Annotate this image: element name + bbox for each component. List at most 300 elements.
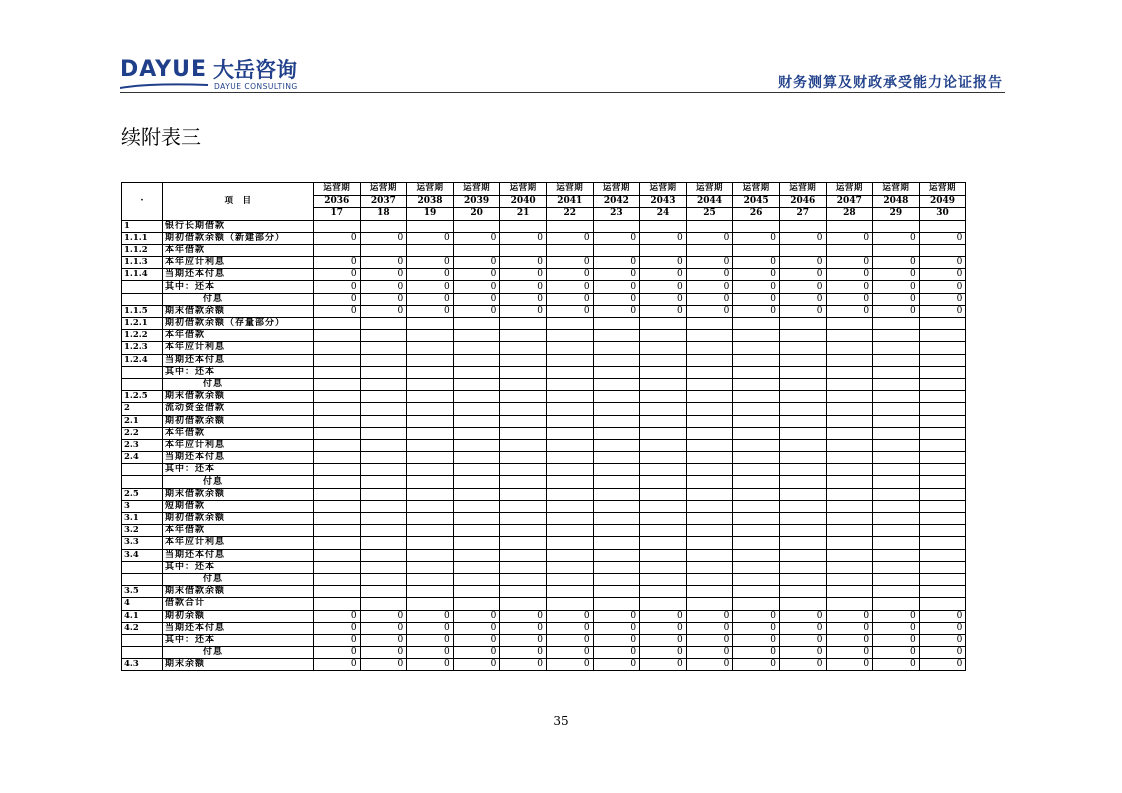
value-cell (640, 561, 687, 573)
value-cell: 0 (640, 610, 687, 622)
value-cell (546, 439, 593, 451)
value-cell (360, 391, 407, 403)
value-cell: 0 (733, 269, 780, 281)
value-cell: 0 (593, 232, 640, 244)
value-cell (407, 366, 454, 378)
year-header: 2046 (779, 195, 826, 208)
value-cell: 0 (593, 269, 640, 281)
value-cell (686, 561, 733, 573)
value-cell (779, 598, 826, 610)
value-cell: 0 (453, 622, 500, 634)
value-cell: 0 (593, 281, 640, 293)
value-cell (546, 598, 593, 610)
value-cell (779, 391, 826, 403)
value-cell (686, 318, 733, 330)
value-cell (640, 500, 687, 512)
period-label: 运营期 (779, 183, 826, 196)
value-cell: 0 (640, 634, 687, 646)
value-cell: 0 (919, 281, 966, 293)
row-code (122, 293, 163, 305)
table-row (122, 354, 966, 366)
value-cell: 0 (453, 647, 500, 659)
value-cell (640, 537, 687, 549)
value-cell (360, 561, 407, 573)
row-code: 1.1.5 (122, 305, 163, 317)
value-cell (453, 439, 500, 451)
value-cell (500, 342, 547, 354)
value-cell: 0 (686, 659, 733, 671)
row-label: 本年借款 (163, 330, 314, 342)
value-cell (546, 549, 593, 561)
value-cell (826, 403, 873, 415)
value-cell: 0 (407, 305, 454, 317)
value-cell: 0 (826, 634, 873, 646)
value-cell: 0 (826, 305, 873, 317)
period-number: 19 (407, 208, 454, 221)
value-cell (453, 573, 500, 585)
value-cell (500, 366, 547, 378)
value-cell (500, 427, 547, 439)
value-cell: 0 (360, 647, 407, 659)
row-label: 期初借款余额（存量部分） (163, 318, 314, 330)
row-label: 本年借款 (163, 244, 314, 256)
value-cell (873, 220, 920, 232)
value-cell (593, 403, 640, 415)
report-title: 财务测算及财政承受能力论证报告 (778, 75, 1003, 91)
value-cell (640, 318, 687, 330)
value-cell: 0 (640, 305, 687, 317)
value-cell (873, 513, 920, 525)
value-cell (826, 573, 873, 585)
row-label: 当期还本付息 (163, 452, 314, 464)
value-cell: 0 (919, 269, 966, 281)
value-cell: 0 (546, 269, 593, 281)
value-cell (733, 513, 780, 525)
value-cell (733, 452, 780, 464)
table-row (122, 415, 966, 427)
value-cell (407, 549, 454, 561)
period-number: 23 (593, 208, 640, 221)
value-cell (686, 513, 733, 525)
period-number: 27 (779, 208, 826, 221)
table-row (122, 464, 966, 476)
value-cell (593, 244, 640, 256)
value-cell: 0 (640, 659, 687, 671)
year-header: 2044 (686, 195, 733, 208)
value-cell (640, 549, 687, 561)
value-cell (314, 318, 361, 330)
table-row (122, 500, 966, 512)
row-code: 3.1 (122, 513, 163, 525)
value-cell: 0 (779, 647, 826, 659)
table-row (122, 452, 966, 464)
value-cell: 0 (873, 634, 920, 646)
value-cell (500, 573, 547, 585)
value-cell (686, 586, 733, 598)
row-label: 本年应计利息 (163, 439, 314, 451)
row-code: 2.4 (122, 452, 163, 464)
value-cell (826, 427, 873, 439)
row-code: 1.2.3 (122, 342, 163, 354)
value-cell: 0 (640, 281, 687, 293)
period-number: 20 (453, 208, 500, 221)
table-row (122, 427, 966, 439)
value-cell (733, 500, 780, 512)
value-cell: 0 (407, 634, 454, 646)
value-cell (593, 354, 640, 366)
value-cell (779, 513, 826, 525)
period-label: 运营期 (873, 183, 920, 196)
value-cell (640, 488, 687, 500)
value-cell (873, 586, 920, 598)
table-row (122, 232, 966, 244)
value-cell (826, 354, 873, 366)
value-cell (546, 537, 593, 549)
row-label: 本年应计利息 (163, 257, 314, 269)
value-cell (453, 244, 500, 256)
value-cell (733, 573, 780, 585)
table-body (122, 220, 966, 671)
value-cell (826, 561, 873, 573)
value-cell: 0 (360, 269, 407, 281)
value-cell (733, 488, 780, 500)
value-cell: 0 (500, 305, 547, 317)
value-cell (686, 427, 733, 439)
value-cell (779, 561, 826, 573)
value-cell: 0 (593, 610, 640, 622)
value-cell (314, 500, 361, 512)
value-cell: 0 (686, 622, 733, 634)
value-cell (546, 488, 593, 500)
value-cell (500, 318, 547, 330)
value-cell (453, 452, 500, 464)
value-cell (873, 476, 920, 488)
year-header: 2047 (826, 195, 873, 208)
row-label: 期末借款余额 (163, 305, 314, 317)
value-cell: 0 (500, 269, 547, 281)
logo-subtitle: DAYUE CONSULTING (214, 82, 298, 91)
value-cell (873, 427, 920, 439)
value-cell (546, 391, 593, 403)
value-cell (593, 342, 640, 354)
value-cell (873, 537, 920, 549)
value-cell (407, 403, 454, 415)
value-cell (733, 549, 780, 561)
value-cell (733, 537, 780, 549)
value-cell (733, 525, 780, 537)
row-code (122, 378, 163, 390)
table-row (122, 293, 966, 305)
value-cell: 0 (640, 293, 687, 305)
value-cell (919, 488, 966, 500)
row-code: 4 (122, 598, 163, 610)
period-label: 运营期 (686, 183, 733, 196)
value-cell: 0 (593, 257, 640, 269)
value-cell: 0 (407, 281, 454, 293)
value-cell: 0 (593, 305, 640, 317)
value-cell: 0 (453, 257, 500, 269)
row-code: 4.3 (122, 659, 163, 671)
value-cell: 0 (686, 647, 733, 659)
value-cell (360, 403, 407, 415)
value-cell (826, 244, 873, 256)
value-cell: 0 (779, 281, 826, 293)
value-cell: 0 (826, 232, 873, 244)
value-cell (500, 549, 547, 561)
value-cell (919, 561, 966, 573)
value-cell (686, 476, 733, 488)
value-cell: 0 (779, 659, 826, 671)
value-cell (919, 537, 966, 549)
value-cell (640, 330, 687, 342)
value-cell (779, 342, 826, 354)
value-cell (453, 220, 500, 232)
value-cell: 0 (314, 647, 361, 659)
value-cell: 0 (826, 647, 873, 659)
value-cell (546, 378, 593, 390)
period-label: 运营期 (453, 183, 500, 196)
value-cell (500, 464, 547, 476)
value-cell (640, 586, 687, 598)
value-cell: 0 (407, 293, 454, 305)
value-cell (640, 342, 687, 354)
value-cell (686, 342, 733, 354)
value-cell: 0 (919, 634, 966, 646)
value-cell (733, 366, 780, 378)
period-label: 运营期 (314, 183, 361, 196)
value-cell (640, 366, 687, 378)
value-cell (779, 354, 826, 366)
value-cell: 0 (500, 232, 547, 244)
value-cell: 0 (640, 232, 687, 244)
value-cell (360, 464, 407, 476)
value-cell (826, 378, 873, 390)
value-cell: 0 (360, 659, 407, 671)
value-cell (407, 220, 454, 232)
value-cell: 0 (733, 634, 780, 646)
value-cell (360, 549, 407, 561)
value-cell (779, 488, 826, 500)
row-label: 本年应计利息 (163, 342, 314, 354)
table-row (122, 525, 966, 537)
value-cell (593, 330, 640, 342)
value-cell: 0 (779, 634, 826, 646)
value-cell (686, 525, 733, 537)
value-cell (873, 439, 920, 451)
value-cell (640, 378, 687, 390)
row-code (122, 634, 163, 646)
value-cell (360, 488, 407, 500)
value-cell: 0 (453, 305, 500, 317)
row-code (122, 476, 163, 488)
value-cell: 0 (686, 257, 733, 269)
value-cell: 0 (873, 610, 920, 622)
value-cell (546, 476, 593, 488)
value-cell (500, 598, 547, 610)
value-cell: 0 (407, 257, 454, 269)
row-code (122, 366, 163, 378)
value-cell: 0 (593, 647, 640, 659)
value-cell (826, 391, 873, 403)
value-cell (873, 525, 920, 537)
value-cell: 0 (873, 232, 920, 244)
page-heading: 续附表三 (121, 125, 201, 149)
value-cell (407, 244, 454, 256)
row-code: 1.1.2 (122, 244, 163, 256)
row-label: 本年应计利息 (163, 537, 314, 549)
value-cell (407, 427, 454, 439)
value-cell: 0 (826, 281, 873, 293)
value-cell (314, 573, 361, 585)
value-cell: 0 (500, 622, 547, 634)
value-cell (593, 488, 640, 500)
row-code (122, 464, 163, 476)
value-cell: 0 (314, 281, 361, 293)
value-cell: 0 (873, 269, 920, 281)
value-cell (500, 403, 547, 415)
row-code: 2.1 (122, 415, 163, 427)
value-cell: 0 (360, 281, 407, 293)
value-cell: 0 (546, 257, 593, 269)
value-cell (919, 391, 966, 403)
value-cell (640, 403, 687, 415)
value-cell (826, 415, 873, 427)
value-cell (686, 488, 733, 500)
value-cell (360, 573, 407, 585)
value-cell: 0 (826, 622, 873, 634)
value-cell (593, 525, 640, 537)
row-label: 其中：还本 (163, 561, 314, 573)
value-cell (686, 403, 733, 415)
value-cell (733, 561, 780, 573)
value-cell (779, 244, 826, 256)
value-cell (686, 391, 733, 403)
logo-chinese-name: 大岳咨询 (213, 58, 298, 82)
value-cell (686, 354, 733, 366)
year-header: 2039 (453, 195, 500, 208)
value-cell (733, 476, 780, 488)
value-cell (453, 464, 500, 476)
value-cell (407, 452, 454, 464)
row-label: 流动资金借款 (163, 403, 314, 415)
value-cell (686, 598, 733, 610)
value-cell (453, 427, 500, 439)
value-cell (640, 464, 687, 476)
value-cell: 0 (733, 610, 780, 622)
row-code: 2.5 (122, 488, 163, 500)
value-cell (407, 464, 454, 476)
value-cell (500, 476, 547, 488)
value-cell (826, 464, 873, 476)
value-cell (919, 476, 966, 488)
value-cell (919, 378, 966, 390)
value-cell (779, 464, 826, 476)
value-cell: 0 (779, 305, 826, 317)
value-cell: 0 (546, 659, 593, 671)
value-cell (546, 464, 593, 476)
value-cell (919, 513, 966, 525)
value-cell: 0 (919, 610, 966, 622)
value-cell (873, 561, 920, 573)
value-cell (453, 366, 500, 378)
value-cell (640, 525, 687, 537)
value-cell: 0 (779, 232, 826, 244)
value-cell (686, 439, 733, 451)
value-cell (360, 354, 407, 366)
value-cell: 0 (779, 610, 826, 622)
value-cell (593, 366, 640, 378)
value-cell (873, 573, 920, 585)
value-cell (640, 415, 687, 427)
value-cell (314, 549, 361, 561)
value-cell: 0 (919, 659, 966, 671)
value-cell (873, 464, 920, 476)
value-cell: 0 (919, 232, 966, 244)
year-header: 2040 (500, 195, 547, 208)
row-code (122, 647, 163, 659)
value-cell (873, 415, 920, 427)
row-code: 4.1 (122, 610, 163, 622)
value-cell: 0 (733, 257, 780, 269)
table-row (122, 378, 966, 390)
value-cell (826, 220, 873, 232)
year-header: 2049 (919, 195, 966, 208)
value-cell (593, 513, 640, 525)
value-cell: 0 (453, 232, 500, 244)
row-label: 其中：还本 (163, 366, 314, 378)
value-cell (407, 391, 454, 403)
row-code: 4.2 (122, 622, 163, 634)
value-cell (360, 439, 407, 451)
table-row (122, 366, 966, 378)
page-number: 35 (553, 714, 569, 728)
value-cell: 0 (873, 659, 920, 671)
table-header (122, 183, 966, 221)
row-label: 付息 (163, 476, 314, 488)
table-row (122, 220, 966, 232)
value-cell (500, 415, 547, 427)
value-cell (500, 561, 547, 573)
period-label: 运营期 (546, 183, 593, 196)
table-row (122, 342, 966, 354)
value-cell: 0 (453, 634, 500, 646)
row-label: 付息 (163, 573, 314, 585)
value-cell: 0 (453, 269, 500, 281)
value-cell (779, 378, 826, 390)
value-cell (779, 586, 826, 598)
value-cell (593, 427, 640, 439)
logo-text: DAYUE (120, 56, 208, 82)
value-cell (407, 573, 454, 585)
value-cell (686, 549, 733, 561)
value-cell: 0 (360, 305, 407, 317)
value-cell (733, 220, 780, 232)
period-number: 21 (500, 208, 547, 221)
value-cell (314, 464, 361, 476)
value-cell (453, 318, 500, 330)
period-number: 24 (640, 208, 687, 221)
value-cell (314, 598, 361, 610)
value-cell (686, 330, 733, 342)
value-cell (593, 561, 640, 573)
value-cell (919, 244, 966, 256)
period-label: 运营期 (826, 183, 873, 196)
value-cell (873, 354, 920, 366)
value-cell (314, 330, 361, 342)
table-row (122, 610, 966, 622)
value-cell: 0 (640, 622, 687, 634)
value-cell: 0 (733, 305, 780, 317)
